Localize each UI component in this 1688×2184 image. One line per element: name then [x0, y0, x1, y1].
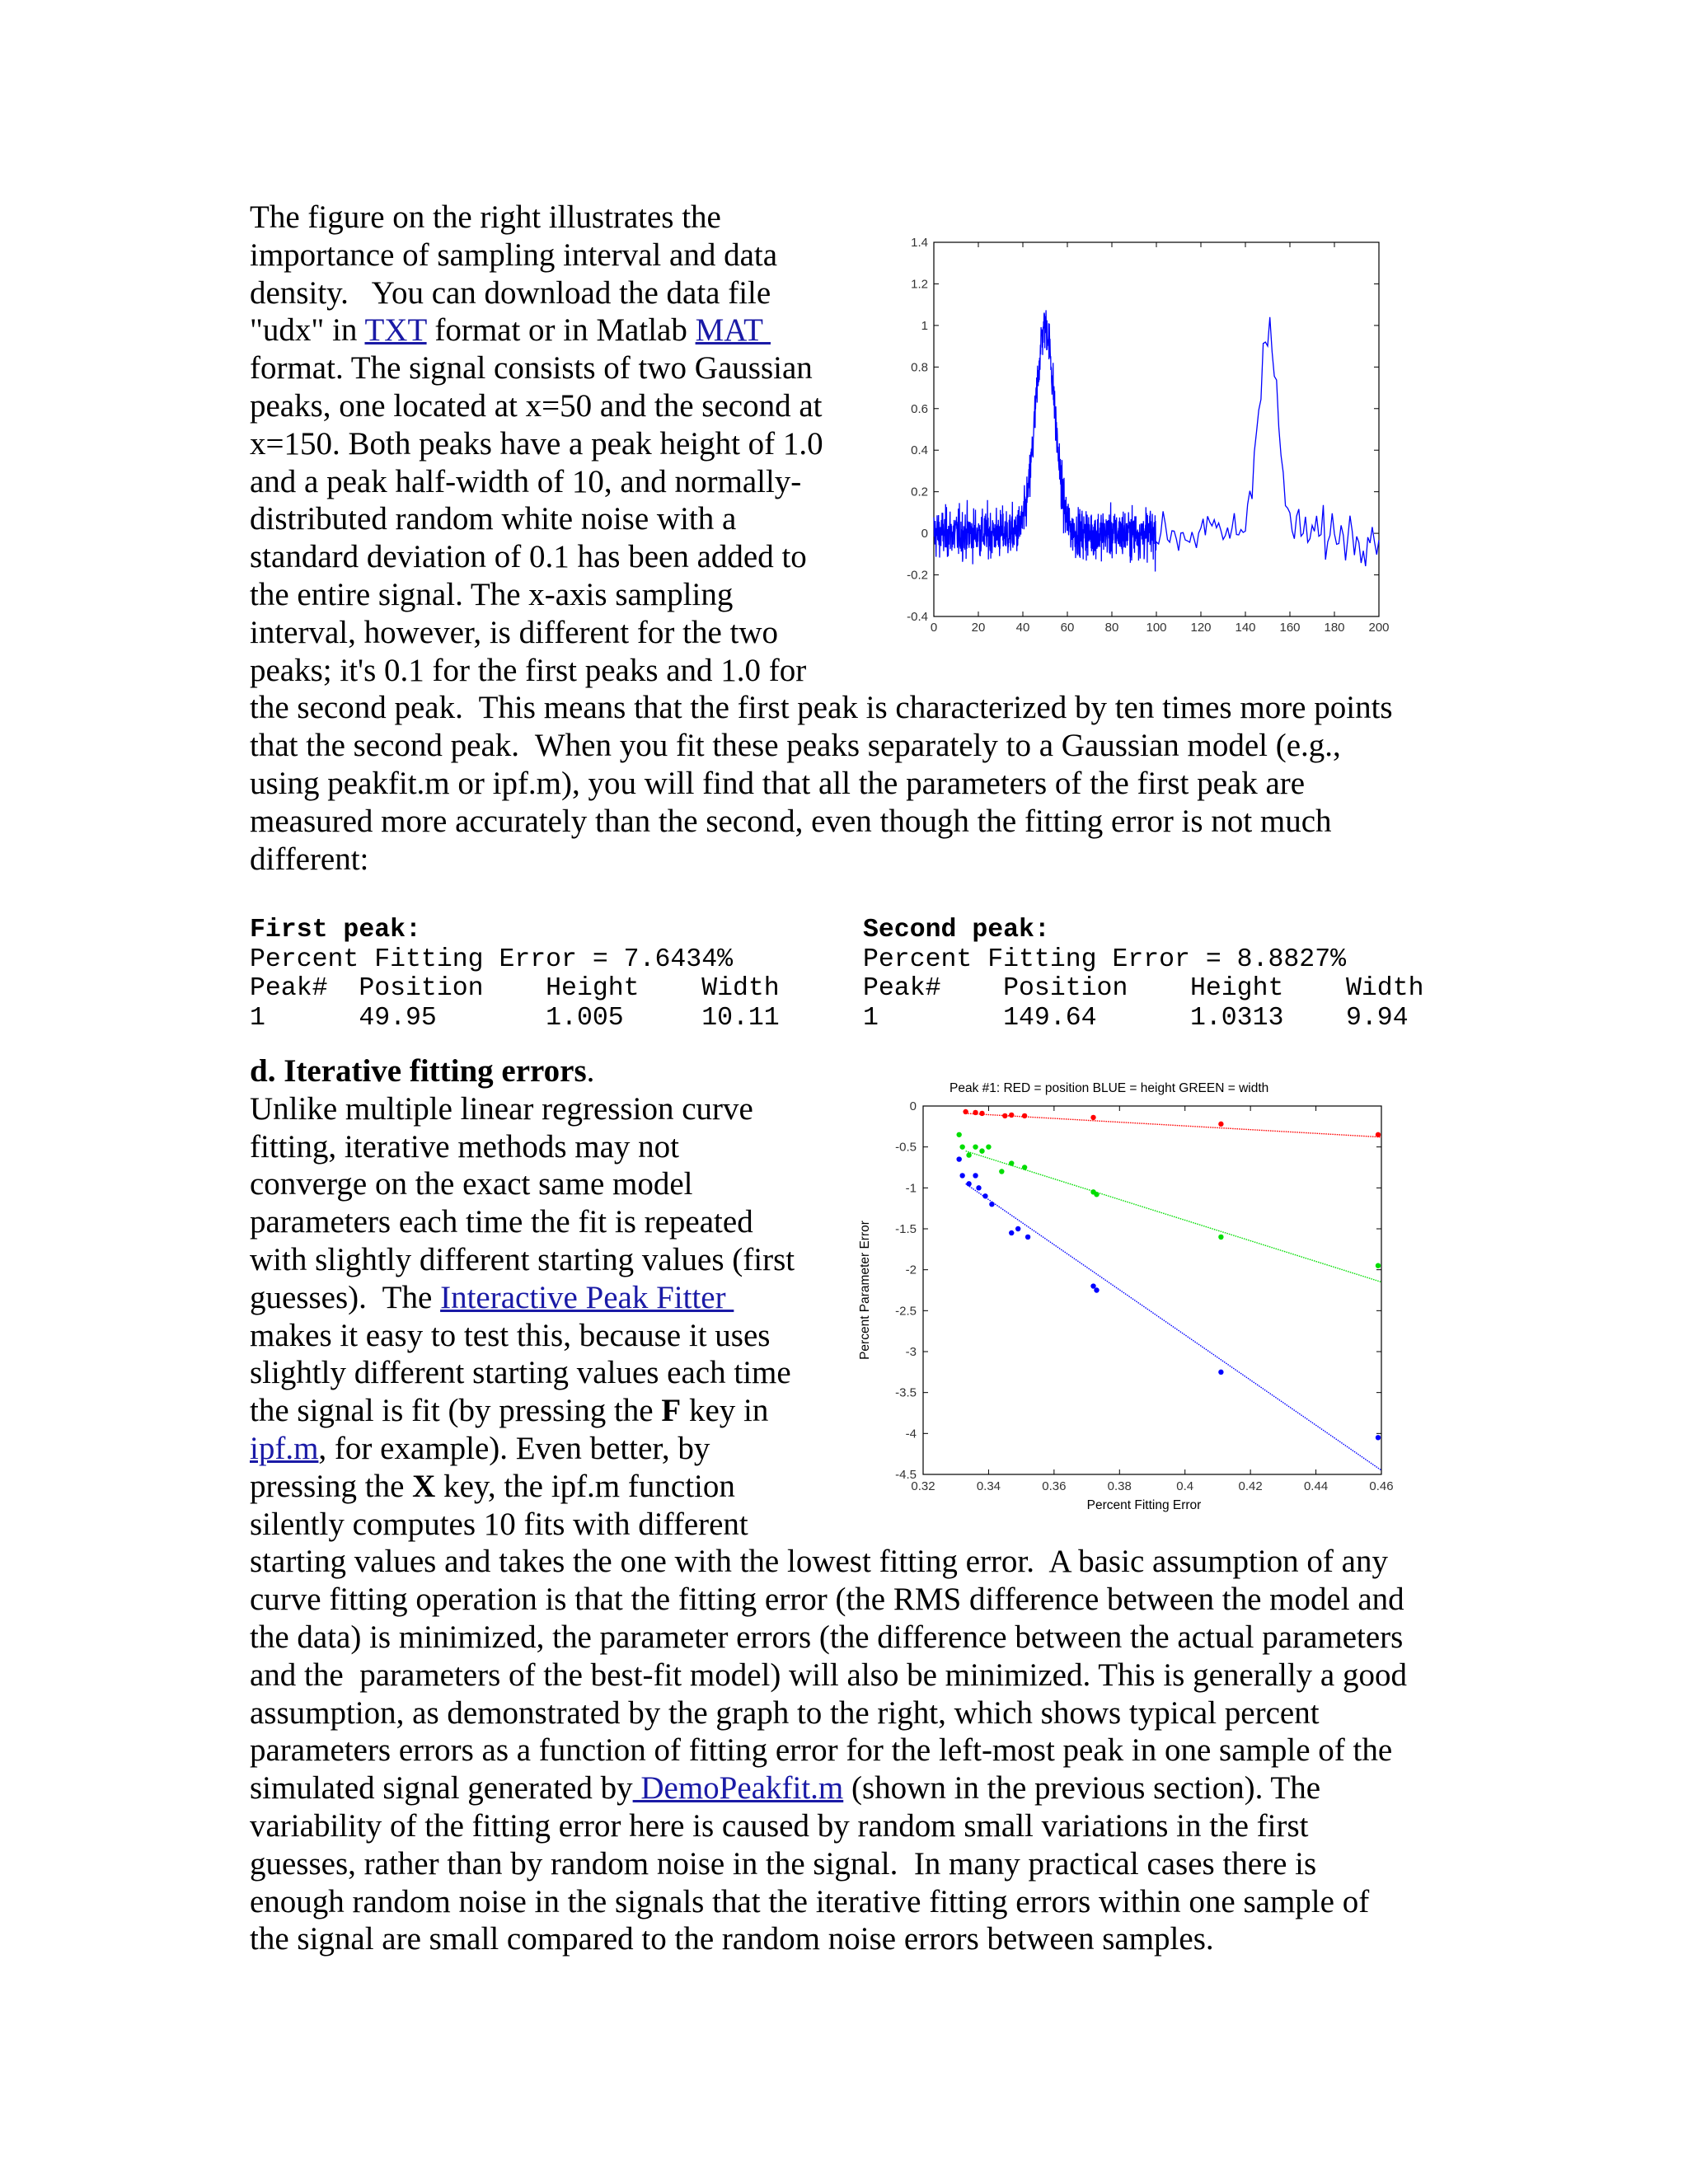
- position-point: [973, 1110, 978, 1115]
- height-point: [1094, 1287, 1099, 1292]
- y-tick-label: -4.5: [895, 1468, 917, 1482]
- text-line: x=150. Both peaks have a peak height of 1.0: [250, 425, 823, 462]
- width-point: [1376, 1263, 1381, 1268]
- width-point: [1094, 1192, 1099, 1197]
- first-peak-table-row: 1 49.95 1.005 10.11: [250, 1003, 780, 1033]
- height-point: [966, 1181, 971, 1186]
- y-tick-label: 1: [921, 318, 928, 333]
- x-tick-label: 0.38: [1107, 1479, 1132, 1493]
- position-point: [1090, 1115, 1095, 1120]
- x-tick-label: 0.4: [1176, 1479, 1194, 1493]
- y-tick-label: -1.5: [895, 1222, 917, 1236]
- position-point: [1002, 1113, 1007, 1118]
- y-tick-label: 0.8: [911, 360, 928, 375]
- text-line: pressing the: [250, 1468, 413, 1504]
- text-line: key, the ipf.m function: [435, 1468, 735, 1504]
- text-line: and a peak half-width of 10, and normally-: [250, 463, 802, 499]
- text-line: the second peak. This means that the first peak is characterized by ten times more points: [250, 690, 1393, 726]
- width-point: [999, 1169, 1004, 1174]
- y-tick-label: -2: [905, 1263, 917, 1277]
- text-line: guesses). The: [250, 1279, 441, 1315]
- width-point: [986, 1144, 991, 1149]
- text-line: , for example). Even better, by: [318, 1430, 710, 1466]
- y-tick-label: 1.2: [911, 277, 928, 292]
- text-line: slightly different starting values each time: [250, 1355, 791, 1391]
- x-tick-label: 0.42: [1238, 1479, 1263, 1493]
- y-tick-label: 0.4: [911, 443, 928, 458]
- text-line: parameters errors as a function of fitting error for the left-most peak in one sample of the: [250, 1732, 1393, 1769]
- text-line: variability of the fitting error here is caused by random small variations in the first: [250, 1807, 1309, 1844]
- width-point: [979, 1148, 984, 1153]
- height-fit-line: [966, 1183, 1381, 1470]
- y-tick-label: -3.5: [895, 1385, 917, 1400]
- y-tick-label: 0: [909, 1099, 917, 1113]
- y-axis-label: Percent Parameter Error: [858, 1221, 872, 1360]
- x-tick-label: 60: [1060, 621, 1075, 635]
- height-point: [1376, 1435, 1381, 1440]
- y-tick-label: -0.5: [895, 1140, 917, 1155]
- y-tick-label: 1.4: [911, 236, 928, 250]
- x-tick-label: 0.46: [1369, 1479, 1394, 1493]
- text-line: simulated signal generated by: [250, 1770, 633, 1807]
- mat-download-link[interactable]: MAT: [695, 312, 771, 349]
- height-point: [956, 1156, 961, 1161]
- text-line: fitting, iterative methods may not: [250, 1128, 679, 1165]
- y-tick-label: 0.2: [911, 485, 928, 499]
- text-line: "udx" in: [250, 312, 365, 349]
- text-line: the signal are small compared to the random noise errors between samples.: [250, 1921, 1214, 1957]
- height-point: [959, 1173, 964, 1178]
- text-line: key in: [681, 1393, 769, 1429]
- position-point: [963, 1109, 968, 1114]
- height-point: [989, 1202, 994, 1207]
- width-point: [973, 1144, 978, 1149]
- first-peak-fitting-error: Percent Fitting Error = 7.6434%: [250, 944, 733, 974]
- y-tick-label: -4: [905, 1427, 917, 1441]
- x-axis-label: Percent Fitting Error: [1086, 1498, 1202, 1512]
- width-point: [956, 1132, 961, 1137]
- text-line: curve fitting operation is that the fitting error (the RMS difference between the model and: [250, 1582, 1404, 1618]
- x-tick-label: 180: [1324, 621, 1345, 635]
- text-line: importance of sampling interval and data: [250, 237, 778, 273]
- height-point: [976, 1185, 981, 1190]
- text-line: density. You can download the data file: [250, 274, 771, 311]
- width-fit-line: [966, 1151, 1381, 1282]
- signal-chart: [882, 227, 1409, 655]
- text-line: The figure on the right illustrates the: [250, 199, 721, 235]
- text-line: interval, however, is different for the two: [250, 614, 779, 650]
- second-peak-table-row: 1 149.64 1.0313 9.94: [863, 1003, 1409, 1033]
- x-tick-label: 160: [1279, 621, 1301, 635]
- text-line: makes it easy to test this, because it uses: [250, 1317, 771, 1353]
- x-tick-label: 40: [1015, 621, 1030, 635]
- height-point: [1009, 1230, 1014, 1235]
- first-peak-title: First peak:: [250, 916, 421, 944]
- text-line: and the parameters of the best-fit model) will also be minimized. This is generally a good: [250, 1657, 1407, 1693]
- text-line: with slightly different starting values (first: [250, 1241, 795, 1277]
- y-tick-label: -2.5: [895, 1304, 917, 1319]
- x-tick-label: 0.36: [1042, 1479, 1067, 1493]
- text-line: starting values and takes the one with the lowest fitting error. A basic assumption of any: [250, 1544, 1388, 1580]
- text-line: Unlike multiple linear regression curve: [250, 1090, 753, 1127]
- f-key: F: [661, 1393, 682, 1429]
- chart-title: Peak #1: RED = position BLUE = height GREEN = width: [950, 1081, 1269, 1095]
- x-tick-label: 0.44: [1303, 1479, 1329, 1493]
- x-tick-label: 80: [1104, 621, 1119, 635]
- text-line: the entire signal. The x-axis sampling: [250, 576, 734, 612]
- x-tick-label: 20: [971, 621, 986, 635]
- text-line: that the second peak. When you fit these peaks separately to a Gaussian model (e.g.,: [250, 728, 1341, 764]
- text-line: using peakfit.m or ipf.m), you will find that all the parameters of the first peak are: [250, 765, 1306, 801]
- text-line: the data) is minimized, the parameter errors (the difference between the actual parameters: [250, 1619, 1404, 1655]
- position-point: [1009, 1113, 1014, 1118]
- first-peak-table-header: Peak# Position Height Width: [250, 974, 780, 1003]
- text-line: converge on the exact same model: [250, 1166, 693, 1202]
- y-tick-label: -0.4: [907, 610, 928, 624]
- section-heading: d. Iterative fitting errors: [250, 1053, 587, 1089]
- y-tick-label: -1: [905, 1181, 917, 1196]
- signal-series-line: [934, 310, 1379, 571]
- text-line: enough random noise in the signals that the iterative fitting errors within one sample of: [250, 1883, 1370, 1919]
- text-line: parameters each time the fit is repeated: [250, 1204, 753, 1240]
- ipf-link[interactable]: ipf.m: [250, 1430, 319, 1466]
- text-line: peaks; it's 0.1 for the first peaks and 1.0 for: [250, 652, 807, 688]
- y-tick-label: -0.2: [907, 568, 928, 583]
- x-tick-label: 0.32: [911, 1479, 935, 1493]
- height-point: [1025, 1235, 1030, 1240]
- plot-frame: [934, 242, 1379, 616]
- demopeakfit-link[interactable]: DemoPeakfit.m: [632, 1770, 844, 1807]
- second-peak-results: [863, 916, 1424, 1033]
- text-line: (shown in the previous section). The: [843, 1770, 1321, 1807]
- first-peak-results: [250, 916, 780, 1033]
- position-point: [1376, 1132, 1381, 1137]
- height-point: [1015, 1226, 1020, 1231]
- y-tick-label: -3: [905, 1345, 917, 1359]
- heading-period: .: [586, 1053, 595, 1089]
- text-line: measured more accurately than the second, even though the fitting error is not much: [250, 803, 1332, 839]
- second-peak-table-header: Peak# Position Height Width: [863, 974, 1424, 1003]
- y-tick-label: 0.6: [911, 401, 928, 416]
- position-point: [979, 1111, 984, 1116]
- x-tick-label: 0: [930, 621, 938, 635]
- text-line: peaks, one located at x=50 and the second at: [250, 387, 823, 424]
- width-point: [1009, 1160, 1014, 1165]
- text-line: distributed random white noise with a: [250, 501, 737, 537]
- x-key: X: [412, 1468, 436, 1504]
- second-peak-title: Second peak:: [863, 916, 1050, 944]
- interactive-peak-fitter-link[interactable]: Interactive Peak Fitter: [440, 1279, 734, 1315]
- text-line: silently computes 10 fits with different: [250, 1506, 748, 1542]
- y-tick-label: 0: [921, 527, 928, 541]
- text-line: guesses, rather than by random noise in the signal. In many practical cases there is: [250, 1845, 1317, 1882]
- text-line: format or in Matlab: [426, 312, 696, 349]
- text-line: the signal is fit (by pressing the: [250, 1393, 662, 1429]
- plot-frame: [923, 1106, 1381, 1474]
- x-tick-label: 120: [1190, 621, 1212, 635]
- position-fit-line: [966, 1113, 1381, 1137]
- x-tick-label: 0.34: [976, 1479, 1001, 1493]
- height-point: [1090, 1283, 1095, 1288]
- x-tick-label: 100: [1146, 621, 1167, 635]
- x-tick-label: 200: [1368, 621, 1390, 635]
- txt-download-link[interactable]: TXT: [364, 312, 427, 349]
- width-point: [959, 1144, 964, 1149]
- width-point: [1022, 1165, 1027, 1169]
- height-point: [982, 1193, 987, 1198]
- height-point: [1218, 1370, 1223, 1375]
- text-line: different:: [250, 841, 369, 877]
- parameter-error-chart: [849, 1071, 1409, 1516]
- second-peak-fitting-error: Percent Fitting Error = 8.8827%: [863, 944, 1346, 974]
- height-point: [973, 1173, 978, 1178]
- width-point: [966, 1152, 971, 1157]
- x-tick-label: 140: [1235, 621, 1256, 635]
- text-line: standard deviation of 0.1 has been added to: [250, 539, 807, 575]
- text-line: assumption, as demonstrated by the graph to the right, which shows typical percent: [250, 1694, 1320, 1731]
- position-point: [1218, 1122, 1223, 1127]
- position-point: [1022, 1113, 1027, 1118]
- width-point: [1218, 1235, 1223, 1240]
- text-line: format. The signal consists of two Gaussian: [250, 350, 813, 387]
